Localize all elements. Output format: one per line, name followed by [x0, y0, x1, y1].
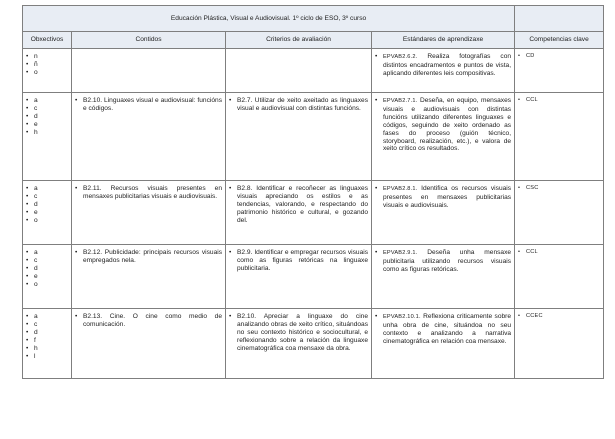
estandares-list	[375, 185, 511, 210]
criterios-list	[229, 313, 368, 353]
table-row	[23, 245, 604, 309]
competencia-item: • CD	[518, 53, 600, 61]
cell-competencias	[515, 93, 604, 181]
cell-estandares	[372, 93, 515, 181]
cell-contidos	[72, 245, 226, 309]
estandar-text: Deseña unha mensaxe publicitaria utilizando recursos visuais como as figuras retóricas.	[383, 249, 512, 273]
estandar-item	[375, 313, 511, 346]
obxectivo-item: • h	[26, 129, 68, 137]
obxectivo-item: • ñ	[26, 61, 68, 69]
cell-contidos	[72, 93, 226, 181]
table-row	[23, 93, 604, 181]
cell-criterios	[226, 49, 372, 93]
cell-obxectivos	[23, 181, 72, 245]
obxectivo-item: • o	[26, 217, 68, 225]
table-row	[23, 181, 604, 245]
table-title: Educación Plástica, Visual e Audiovisual. 1º ciclo de ESO, 3º curso	[23, 6, 515, 32]
contidos-list	[75, 313, 222, 329]
obxectivos-list	[26, 185, 68, 225]
competencia-item: • CCEC	[518, 313, 600, 321]
contido-item: • B2.13. Cine. O cine como medio de comunicación.	[75, 313, 222, 329]
table-body	[23, 49, 604, 379]
obxectivo-item: • d	[26, 113, 68, 121]
criterios-list	[229, 185, 368, 225]
cell-obxectivos	[23, 309, 72, 379]
estandar-code: EPVAB2.10.1.	[383, 314, 421, 320]
table-title-row	[23, 6, 604, 32]
estandares-list	[375, 53, 511, 78]
cell-competencias	[515, 49, 604, 93]
obxectivo-item: • e	[26, 121, 68, 129]
competencia-item: • CCL	[518, 249, 600, 257]
obxectivo-item: • c	[26, 257, 68, 265]
header-criterios: Criterios de avaliación	[226, 32, 372, 49]
criterio-item: • B2.10. Apreciar a linguaxe do cine analizando obras de xeito crítico, situándoas no seu contexto histórico e sociocultural, e reflexionando sobre a relación da linguaxe cinematográfica coa mensaxe da obra.	[229, 313, 368, 353]
estandar-item	[375, 185, 511, 210]
estandar-text: Identifica os recursos visuais presentes en mensaxes publicitarias visuais e audiovisuais.	[383, 185, 512, 209]
obxectivos-list	[26, 53, 68, 77]
obxectivo-item: • c	[26, 105, 68, 113]
obxectivo-item: • a	[26, 313, 68, 321]
obxectivos-list	[26, 249, 68, 289]
estandares-list	[375, 97, 511, 153]
table-title-blank	[515, 6, 604, 32]
header-contidos: Contidos	[72, 32, 226, 49]
obxectivo-item: • l	[26, 353, 68, 361]
competencias-list	[518, 185, 600, 193]
obxectivo-item: • a	[26, 185, 68, 193]
criterios-list	[229, 97, 368, 113]
cell-competencias	[515, 309, 604, 379]
estandares-list	[375, 313, 511, 346]
table-header-row	[23, 32, 604, 49]
obxectivo-item: • o	[26, 69, 68, 77]
obxectivo-item: • f	[26, 337, 68, 345]
estandar-text: Deseña, en equipo, mensaxes visuais e audiovisuais con distintas funcións utilizando diferentes linguaxes e códigos, seguindo de xeito ordenado as fases do proceso (guión técnico, storyboard, realización, etc.), e valora de xeito crítico os resultados.	[383, 97, 512, 153]
criterio-item: • B2.8. Identificar e recoñecer as linguaxes visuais apreciando os estilos e as tendencias, valorando, e respectando do patrimonio histórico e cultural, e gozando del.	[229, 185, 368, 225]
obxectivo-item: • c	[26, 193, 68, 201]
cell-criterios	[226, 245, 372, 309]
contido-item: • B2.12. Publicidade: principais recursos visuais empregados nela.	[75, 249, 222, 265]
criterio-item: • B2.9. Identificar e empregar recursos visuais como as figuras retóricas na linguaxe publicitaria.	[229, 249, 368, 273]
obxectivo-item: • a	[26, 97, 68, 105]
estandar-text: Reflexiona criticamente sobre unha obra de cine, situándoa no seu contexto e analizando a narrativa cinematográfica en relación coa mensaxe.	[383, 313, 512, 345]
estandar-item	[375, 249, 511, 274]
cell-criterios	[226, 309, 372, 379]
curriculum-table	[22, 5, 604, 379]
cell-obxectivos	[23, 93, 72, 181]
estandar-code: EPVAB2.8.1.	[383, 186, 418, 192]
cell-estandares	[372, 245, 515, 309]
cell-contidos	[72, 309, 226, 379]
contido-item: • B2.10. Linguaxes visual e audiovisual: funcións e códigos.	[75, 97, 222, 113]
estandar-text: Realiza fotografías con distintos encadramentos e puntos de vista, aplicando diferentes leis compositivas.	[383, 53, 512, 77]
competencia-item: • CSC	[518, 185, 600, 193]
competencias-list	[518, 313, 600, 321]
cell-estandares	[372, 49, 515, 93]
cell-competencias	[515, 245, 604, 309]
estandar-item	[375, 53, 511, 78]
contidos-list	[75, 185, 222, 201]
cell-contidos	[72, 181, 226, 245]
cell-estandares	[372, 181, 515, 245]
cell-obxectivos	[23, 49, 72, 93]
cell-contidos	[72, 49, 226, 93]
table-row	[23, 49, 604, 93]
cell-criterios	[226, 181, 372, 245]
competencia-item: • CCL	[518, 97, 600, 105]
cell-competencias	[515, 181, 604, 245]
obxectivo-item: • e	[26, 209, 68, 217]
header-obxectivos: Obxectivos	[23, 32, 72, 49]
obxectivos-list	[26, 97, 68, 137]
cell-estandares	[372, 309, 515, 379]
obxectivo-item: • o	[26, 281, 68, 289]
competencias-list	[518, 53, 600, 61]
obxectivo-item: • h	[26, 345, 68, 353]
obxectivo-item: • d	[26, 201, 68, 209]
obxectivo-item: • d	[26, 265, 68, 273]
obxectivo-item: • e	[26, 273, 68, 281]
contido-item: • B2.11. Recursos visuais presentes en mensaxes publicitarias visuais e audiovisuais.	[75, 185, 222, 201]
competencias-list	[518, 97, 600, 105]
criterio-item: • B2.7. Utilizar de xeito axeitado as linguaxes visual e audiovisual con distintas funcións.	[229, 97, 368, 113]
contidos-list	[75, 97, 222, 113]
obxectivo-item: • a	[26, 249, 68, 257]
table-row	[23, 309, 604, 379]
competencias-list	[518, 249, 600, 257]
estandar-code: EPVAB2.9.1.	[383, 250, 418, 256]
header-estandares: Estándares de aprendizaxe	[372, 32, 515, 49]
cell-criterios	[226, 93, 372, 181]
criterios-list	[229, 249, 368, 273]
estandar-code: EPVAB2.7.1.	[383, 98, 418, 104]
obxectivo-item: • d	[26, 329, 68, 337]
obxectivos-list	[26, 313, 68, 360]
estandar-code: EPVAB2.6.2.	[383, 54, 418, 60]
estandares-list	[375, 249, 511, 274]
estandar-item	[375, 97, 511, 153]
header-competencias: Competencias clave	[515, 32, 604, 49]
contidos-list	[75, 249, 222, 265]
obxectivo-item: • c	[26, 321, 68, 329]
cell-obxectivos	[23, 245, 72, 309]
obxectivo-item: • n	[26, 53, 68, 61]
